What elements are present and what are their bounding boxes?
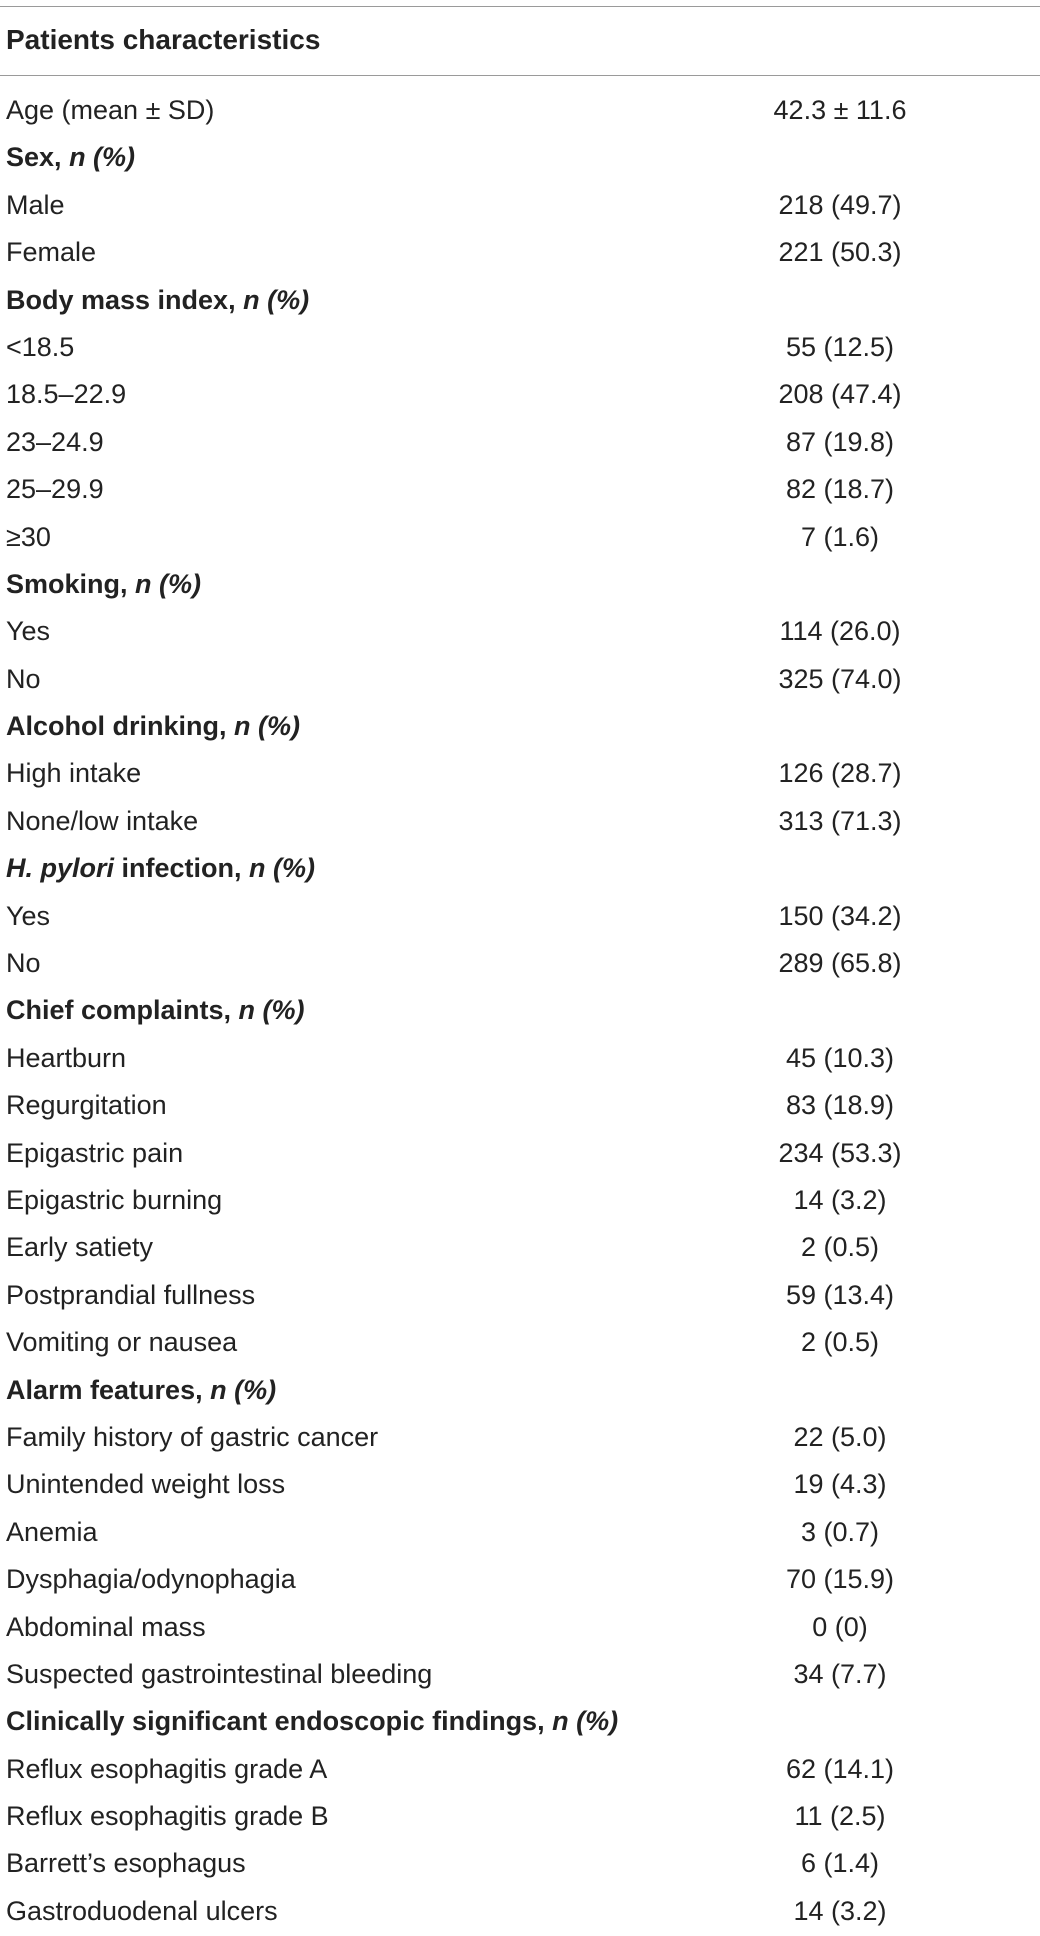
label-text: Clinically significant endoscopic findings,	[6, 1706, 545, 1737]
label-text: None/low intake	[6, 805, 199, 836]
row-label	[6, 1467, 285, 1501]
table-row	[0, 751, 1040, 798]
row-label	[6, 1799, 329, 1833]
table-row	[0, 1605, 1040, 1652]
table-row	[0, 1131, 1040, 1178]
row-label	[6, 1610, 206, 1644]
label-text: Female	[6, 237, 97, 268]
label-text: Yes	[6, 616, 51, 647]
row-label	[6, 899, 50, 933]
row-value-text: 82 (18.7)	[785, 474, 895, 505]
row-value-text: 59 (13.4)	[785, 1279, 895, 1310]
label-text: Suspected gastrointestinal bleeding	[6, 1658, 433, 1689]
table-row	[0, 1178, 1040, 1225]
table-row	[0, 1557, 1040, 1604]
row-value-text: 234 (53.3)	[778, 1137, 902, 1168]
row-value-text: 14 (3.2)	[793, 1184, 887, 1215]
label-text: Chief complaints,	[6, 995, 232, 1026]
section-heading	[6, 709, 300, 743]
label-unit: n (%)	[238, 995, 305, 1026]
label-text: ≥30	[6, 521, 51, 552]
table-row	[0, 657, 1040, 704]
row-value-text: 126 (28.7)	[778, 758, 902, 789]
section-heading	[6, 851, 315, 885]
row-value-text: 7 (1.6)	[800, 521, 880, 552]
row-value-text: 2 (0.5)	[800, 1232, 880, 1263]
label-text: Regurgitation	[6, 1090, 167, 1121]
row-value-text: 22 (5.0)	[793, 1421, 887, 1452]
section-heading	[6, 567, 201, 601]
label-text: No	[6, 948, 41, 979]
row-label	[6, 1562, 296, 1596]
table-row	[0, 1320, 1040, 1367]
table-row	[0, 1273, 1040, 1320]
label-text: Body mass index,	[6, 284, 236, 315]
row-label	[6, 1230, 153, 1264]
label-unit: n (%)	[210, 1374, 277, 1405]
row-value-text: 55 (12.5)	[785, 331, 895, 362]
row-label	[6, 804, 198, 838]
section-heading	[6, 1373, 276, 1407]
row-label	[6, 756, 141, 790]
row-label	[6, 1041, 126, 1075]
row-value-text: 34 (7.7)	[793, 1658, 887, 1689]
table-row	[0, 799, 1040, 846]
section-heading-row	[0, 1368, 1040, 1415]
label-text: Abdominal mass	[6, 1611, 206, 1642]
table-row	[0, 372, 1040, 419]
label-text: Yes	[6, 900, 51, 931]
row-value-text: 19 (4.3)	[793, 1469, 887, 1500]
label-text: Anemia	[6, 1516, 98, 1547]
table-row	[0, 1747, 1040, 1794]
label-text: Age (mean ± SD)	[6, 95, 215, 125]
table-row	[0, 1889, 1040, 1936]
table-row	[0, 941, 1040, 988]
label-text: Unintended weight loss	[6, 1469, 286, 1500]
label-text: Vomiting or nausea	[6, 1327, 238, 1358]
table-header-rule	[0, 75, 1040, 76]
row-value-text: 45 (10.3)	[785, 1042, 895, 1073]
row-value-text: 0 (0)	[812, 1611, 868, 1642]
row-value-text: 42.3 ± 11.6	[773, 95, 907, 125]
row-value-text: 325 (74.0)	[778, 663, 902, 694]
row-value-text: 3 (0.7)	[800, 1516, 880, 1547]
row-label	[6, 1183, 222, 1217]
row-label	[6, 188, 65, 222]
row-label	[6, 1752, 327, 1786]
table-row	[0, 894, 1040, 941]
label-unit: n (%)	[135, 568, 202, 599]
table-row	[0, 88, 1040, 135]
table-row	[0, 467, 1040, 514]
row-label	[6, 1894, 278, 1928]
row-label	[6, 425, 104, 459]
label-text: Dysphagia/odynophagia	[6, 1564, 296, 1595]
label-unit: n (%)	[249, 853, 316, 884]
row-value-text: 313 (71.3)	[778, 805, 902, 836]
section-heading-row	[0, 135, 1040, 182]
label-text: Alarm features,	[6, 1374, 203, 1405]
row-label	[6, 472, 104, 506]
label-text: 25–29.9	[6, 474, 104, 505]
table-row	[0, 1083, 1040, 1130]
section-heading-row	[0, 846, 1040, 893]
table-row	[0, 230, 1040, 277]
table-row	[0, 183, 1040, 230]
row-label	[6, 1088, 167, 1122]
row-label	[6, 377, 126, 411]
section-heading	[6, 1704, 618, 1738]
label-text: 18.5–22.9	[6, 379, 127, 410]
row-value-text: 6 (1.4)	[800, 1848, 880, 1879]
table-row	[0, 1794, 1040, 1841]
section-heading-row	[0, 562, 1040, 609]
table-row	[0, 1841, 1040, 1888]
row-value-text: 14 (3.2)	[793, 1895, 887, 1926]
label-text: Epigastric pain	[6, 1137, 184, 1168]
label-text: infection,	[114, 853, 242, 884]
label-text: Reflux esophagitis grade B	[6, 1801, 329, 1832]
section-heading-row	[0, 704, 1040, 751]
label-text: Postprandial fullness	[6, 1279, 256, 1310]
table-body	[0, 88, 1040, 1936]
label-text: 23–24.9	[6, 426, 104, 457]
row-label	[6, 1515, 98, 1549]
section-heading-row	[0, 1699, 1040, 1746]
row-value-text: 83 (18.9)	[785, 1090, 895, 1121]
label-text: Heartburn	[6, 1042, 127, 1073]
row-value-text: 2 (0.5)	[800, 1327, 880, 1358]
table-row	[0, 1415, 1040, 1462]
row-label	[6, 1278, 255, 1312]
row-value-text: 87 (19.8)	[785, 426, 895, 457]
table-row	[0, 1510, 1040, 1557]
row-value-text: 289 (65.8)	[778, 948, 902, 979]
label-unit: n (%)	[69, 142, 136, 173]
table-row	[0, 515, 1040, 562]
label-text: Smoking,	[6, 568, 128, 599]
label-text: Barrett’s esophagus	[6, 1848, 246, 1879]
section-heading-italic-prefix: H. pylori	[6, 853, 115, 884]
section-heading	[6, 283, 309, 317]
table-row	[0, 420, 1040, 467]
row-value-text: 114 (26.0)	[779, 616, 901, 647]
label-unit: n (%)	[243, 284, 310, 315]
row-value-text: 221 (50.3)	[778, 237, 902, 268]
row-value-text: 208 (47.4)	[778, 379, 902, 410]
row-label	[6, 662, 41, 696]
row-label	[6, 946, 41, 980]
label-text: <18.5	[6, 331, 75, 362]
row-label	[6, 520, 51, 554]
label-text: Early satiety	[6, 1232, 154, 1263]
label-text: Family history of gastric cancer	[6, 1421, 379, 1452]
table-row	[0, 609, 1040, 656]
label-text: High intake	[6, 758, 142, 789]
table-row	[0, 1036, 1040, 1083]
table-row	[0, 1462, 1040, 1509]
row-label	[6, 1420, 378, 1454]
row-value-text: 70 (15.9)	[785, 1564, 895, 1595]
row-label	[6, 93, 214, 127]
label-text: Sex,	[6, 142, 62, 173]
row-label	[6, 330, 74, 364]
label-text: No	[6, 663, 41, 694]
label-unit: n (%)	[234, 711, 300, 742]
row-value-text: 11 (2.5)	[794, 1801, 886, 1832]
row-label	[6, 614, 50, 648]
label-text: Epigastric burning	[6, 1184, 223, 1215]
table-row	[0, 325, 1040, 372]
row-label	[6, 1657, 432, 1691]
section-heading	[6, 140, 135, 174]
section-heading	[6, 993, 305, 1027]
row-label	[6, 235, 96, 269]
label-text: Male	[6, 189, 65, 220]
section-heading-row	[0, 278, 1040, 325]
table-header: Patients characteristics	[6, 24, 321, 55]
label-unit: n (%)	[552, 1706, 619, 1737]
row-value-text: 150 (34.2)	[778, 900, 902, 931]
table-top-rule	[0, 6, 1040, 7]
row-value-text: 218 (49.7)	[778, 189, 902, 220]
row-value-text: 62 (14.1)	[785, 1753, 895, 1784]
table-row	[0, 1652, 1040, 1699]
label-text: Gastroduodenal ulcers	[6, 1895, 278, 1926]
label-text: Alcohol drinking,	[6, 711, 227, 742]
label-text: Reflux esophagitis grade A	[6, 1753, 328, 1784]
row-label	[6, 1325, 237, 1359]
table-row	[0, 1225, 1040, 1272]
row-label	[6, 1136, 183, 1170]
section-heading-row	[0, 988, 1040, 1035]
row-label	[6, 1846, 246, 1880]
